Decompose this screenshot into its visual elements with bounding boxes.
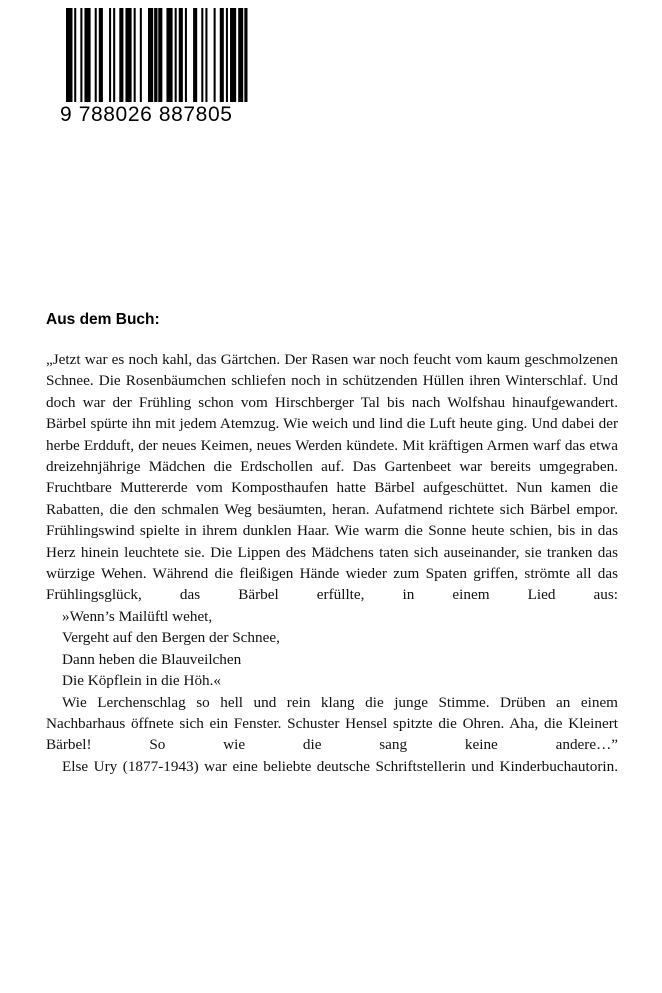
verse-line-2: Vergeht auf den Bergen der Schnee, [62, 629, 280, 647]
excerpt-paragraph-1: „Jetzt war es noch kahl, das Gärtchen. Der Rasen war noch feucht vom kaum geschmolzenen Schnee. Die Rosenbäumchen schliefen noch in schützenden Hüllen ihren Winterschlaf. Und doch war der Frühling schon vom Hirschberger Tal bis nach Wolfshau hinaufgewandert. Bärbel spürte ihn mit jedem Atemzug. Wie weich und lind die Luft heute ging. Und dabei der herbe Erdduft, der neues Keimen, neues Werden kündete. Mit kräftigen Armen warf das etwa dreizehnjährige Mädchen die Erdschollen auf. Das Gartenbeet war bereits umgegraben. Fruchtbare Muttererde vom Komposthaufen hatte Bärbel aufgeschüttet. Nun kamen die Rabatten, die den schmalen Weg besäumten, heran. Aufatmend richtete sich Bärbel empor. Frühlingswind spielte in ihrem dunklen Haar. Wie warm die Sonne heute schien, bis in das Herz hinein leuchtete sie. Die Lippen des Mädchens taten sich auseinander, sie tranken das würzige Wehen. Während die fleißigen Hände wieder zum Spaten griffen, strömte all das Frühlingsglück, das Bärbel erfüllte, in einem Lied aus: [46, 351, 618, 604]
verse-line-1: »Wenn’s Mailüftl wehet, [62, 607, 213, 625]
author-note: Else Ury (1877-1943) war eine beliebte deutsche Schriftstellerin und Kinderbuchautorin. [62, 757, 618, 775]
verse-line-3: Dann heben die Blauveilchen [62, 650, 242, 668]
book-excerpt [46, 349, 618, 777]
verse-line-4: Die Köpflein in die Höh.« [62, 672, 222, 690]
excerpt-paragraph-2: Wie Lerchenschlag so hell und rein klang die junge Stimme. Drüben an einem Nachbarhaus öffnete sich ein Fenster. Schuster Hensel spitzte die Ohren. Aha, die Kleinert Bärbel! So wie die sang keine andere…” [46, 693, 618, 754]
song-verse [46, 606, 618, 692]
isbn-number: 9 788026 887805 [58, 102, 260, 128]
section-heading: Aus dem Buch: [46, 311, 160, 328]
